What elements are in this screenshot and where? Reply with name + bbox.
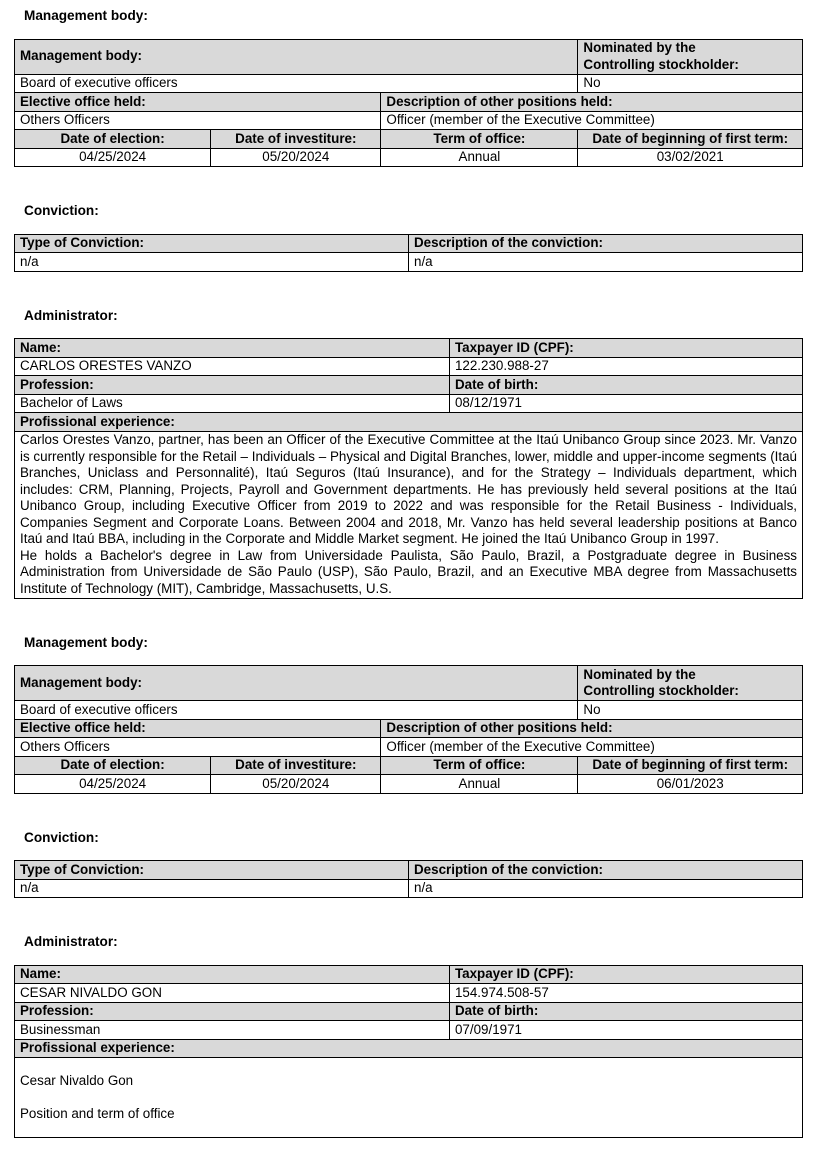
cpf-value-cell: 122.230.988-27 bbox=[449, 357, 802, 376]
first-term-value-cell: 03/02/2021 bbox=[578, 148, 803, 167]
conviction-description-value-cell: n/a bbox=[409, 879, 803, 898]
table-row bbox=[15, 74, 803, 93]
table-row bbox=[15, 339, 803, 358]
other-positions-value-cell: Officer (member of the Executive Committee) bbox=[381, 111, 803, 130]
experience-paragraph-1: Cesar Nivaldo Gon bbox=[20, 1072, 134, 1088]
table-row bbox=[15, 376, 803, 395]
nominated-by-label-cell bbox=[578, 39, 803, 74]
experience-label-cell: Profissional experience: bbox=[15, 1039, 803, 1058]
conviction-description-value-cell: n/a bbox=[409, 253, 803, 272]
cpf-label-cell: Taxpayer ID (CPF): bbox=[449, 339, 802, 358]
profession-label-cell: Profession: bbox=[15, 1002, 450, 1021]
nominated-by-label-line1: Nominated by the bbox=[583, 666, 696, 682]
term-of-office-label-cell: Term of office: bbox=[381, 130, 578, 149]
date-of-investiture-value-cell: 05/20/2024 bbox=[211, 775, 381, 794]
table-row bbox=[15, 666, 803, 701]
experience-paragraph-1: Carlos Orestes Vanzo, partner, has been an Officer of the Executive Committee at the Itaú Unibanco Group since 2023. Mr. Vanzo is currently responsible for the Retail – Individuals – Physical and Digital Branches, lower, middle and upper-income segments (Itaú Branches, Uniclass and Personnalité), Itaú Seguros (Itaú Insurance), and for the Strategy – Individuals department, which includes: CRM, Planning, Projects, Payroll and Government departments. He has previously held several positions at the Itaú Unibanco Group, including Executive Officer from 2019 to 2022 and was responsible for the Retail Business - Individuals, Companies Segment and Corporate Loans. Between 2004 and 2018, Mr. Vanzo has held several leadership positions at Banco Itaú and Itaú BBA, including in the Corporate and Middle Market segment. He joined the Itaú Unibanco Group in 1997. bbox=[20, 432, 797, 546]
date-of-investiture-label-cell: Date of investiture: bbox=[211, 130, 381, 149]
nominated-by-label-line2: Controlling stockholder: bbox=[583, 683, 739, 698]
management-body-value-cell: Board of executive officers bbox=[15, 701, 578, 720]
experience-paragraph-2: Position and term of office bbox=[20, 1105, 175, 1121]
table-row bbox=[15, 234, 803, 253]
conviction-heading: Conviction: bbox=[24, 203, 99, 218]
management-body-value-cell: Board of executive officers bbox=[15, 74, 578, 93]
name-value-cell: CESAR NIVALDO GON bbox=[15, 984, 450, 1003]
nominated-by-label-line1: Nominated by the bbox=[583, 40, 696, 55]
date-of-election-label-cell: Date of election: bbox=[15, 756, 211, 775]
term-of-office-value-cell: Annual bbox=[381, 148, 578, 167]
management-body-table bbox=[14, 39, 803, 168]
administrator-table bbox=[14, 965, 803, 1139]
table-row bbox=[15, 1002, 803, 1021]
nominated-by-label-line2: Controlling stockholder: bbox=[583, 56, 739, 72]
conviction-description-label-cell: Description of the conviction: bbox=[409, 861, 803, 880]
nominated-by-value-cell: No bbox=[578, 74, 803, 93]
table-row bbox=[15, 148, 803, 167]
conviction-heading: Conviction: bbox=[24, 829, 99, 845]
cpf-label-cell: Taxpayer ID (CPF): bbox=[449, 965, 802, 984]
management-body-section-1 bbox=[14, 8, 803, 167]
date-of-investiture-value-cell: 05/20/2024 bbox=[211, 148, 381, 167]
other-positions-label-cell: Description of other positions held: bbox=[381, 719, 803, 738]
administrator-section-1 bbox=[14, 308, 803, 599]
experience-text-cell bbox=[15, 431, 803, 598]
name-label-cell: Name: bbox=[15, 339, 450, 358]
table-row bbox=[15, 701, 803, 720]
conviction-description-label-cell: Description of the conviction: bbox=[409, 234, 803, 253]
elective-office-value-cell: Others Officers bbox=[15, 738, 381, 757]
table-row bbox=[15, 775, 803, 794]
conviction-table bbox=[14, 860, 803, 898]
elective-office-value-cell: Others Officers bbox=[15, 111, 381, 130]
administrator-heading: Administrator: bbox=[24, 307, 118, 323]
term-of-office-value-cell: Annual bbox=[381, 775, 578, 794]
table-row bbox=[15, 756, 803, 775]
table-row bbox=[15, 738, 803, 757]
management-body-table bbox=[14, 665, 803, 794]
table-row bbox=[15, 357, 803, 376]
table-row bbox=[15, 1021, 803, 1040]
table-row bbox=[15, 413, 803, 432]
table-row bbox=[15, 394, 803, 413]
first-term-label-cell: Date of beginning of first term: bbox=[578, 130, 803, 149]
administrator-heading: Administrator: bbox=[24, 934, 118, 949]
date-of-election-value-cell: 04/25/2024 bbox=[15, 148, 211, 167]
first-term-label-cell: Date of beginning of first term: bbox=[578, 756, 803, 775]
table-row bbox=[15, 879, 803, 898]
date-of-election-value-cell: 04/25/2024 bbox=[15, 775, 211, 794]
birth-date-label-cell: Date of birth: bbox=[449, 1002, 802, 1021]
nominated-by-label-cell bbox=[578, 666, 803, 701]
management-body-heading: Management body: bbox=[24, 634, 148, 650]
management-body-label-cell: Management body: bbox=[15, 39, 578, 74]
conviction-type-label-cell: Type of Conviction: bbox=[15, 861, 409, 880]
table-row bbox=[15, 965, 803, 984]
elective-office-label-cell: Elective office held: bbox=[15, 719, 381, 738]
birth-date-label-cell: Date of birth: bbox=[449, 376, 802, 395]
birth-date-value-cell: 08/12/1971 bbox=[449, 394, 802, 413]
experience-label-cell: Profissional experience: bbox=[15, 413, 803, 432]
table-row bbox=[15, 93, 803, 112]
term-of-office-label-cell: Term of office: bbox=[381, 756, 578, 775]
profession-label-cell: Profession: bbox=[15, 376, 450, 395]
cpf-value-cell: 154.974.508-57 bbox=[449, 984, 802, 1003]
name-value-cell: CARLOS ORESTES VANZO bbox=[15, 357, 450, 376]
nominated-by-value-cell: No bbox=[578, 701, 803, 720]
other-positions-value-cell: Officer (member of the Executive Committee) bbox=[381, 738, 803, 757]
name-label-cell: Name: bbox=[15, 965, 450, 984]
date-of-investiture-label-cell: Date of investiture: bbox=[211, 756, 381, 775]
table-row bbox=[15, 984, 803, 1003]
profession-value-cell: Businessman bbox=[15, 1021, 450, 1040]
management-body-heading: Management body: bbox=[24, 8, 148, 23]
conviction-type-value-cell: n/a bbox=[15, 879, 409, 898]
management-body-section-2 bbox=[14, 635, 803, 794]
table-row bbox=[15, 1039, 803, 1058]
conviction-section-2 bbox=[14, 830, 803, 899]
conviction-section-1 bbox=[14, 203, 803, 272]
table-row bbox=[15, 861, 803, 880]
table-row bbox=[15, 130, 803, 149]
table-row bbox=[15, 431, 803, 598]
table-row bbox=[15, 111, 803, 130]
administrator-table bbox=[14, 338, 803, 599]
other-positions-label-cell: Description of other positions held: bbox=[381, 93, 803, 112]
conviction-type-label-cell: Type of Conviction: bbox=[15, 234, 409, 253]
table-row bbox=[15, 1058, 803, 1138]
conviction-table bbox=[14, 234, 803, 272]
experience-text-cell bbox=[15, 1058, 803, 1138]
first-term-value-cell: 06/01/2023 bbox=[578, 775, 803, 794]
conviction-type-value-cell: n/a bbox=[15, 253, 409, 272]
management-body-label-cell: Management body: bbox=[15, 666, 578, 701]
experience-paragraph-2: He holds a Bachelor's degree in Law from Universidade Paulista, São Paulo, Brazil, a Postgraduate degree in Business Administration from Universidade de São Paulo (USP), São Paulo, Brazil, and an Executive MBA degree from Massachusetts Institute of Technology (MIT), Cambridge, Massachusetts, U.S. bbox=[20, 547, 797, 596]
profession-value-cell: Bachelor of Laws bbox=[15, 394, 450, 413]
table-row bbox=[15, 719, 803, 738]
administrator-section-2 bbox=[14, 934, 803, 1138]
elective-office-label-cell: Elective office held: bbox=[15, 93, 381, 112]
table-row bbox=[15, 39, 803, 74]
date-of-election-label-cell: Date of election: bbox=[15, 130, 211, 149]
table-row bbox=[15, 253, 803, 272]
birth-date-value-cell: 07/09/1971 bbox=[449, 1021, 802, 1040]
